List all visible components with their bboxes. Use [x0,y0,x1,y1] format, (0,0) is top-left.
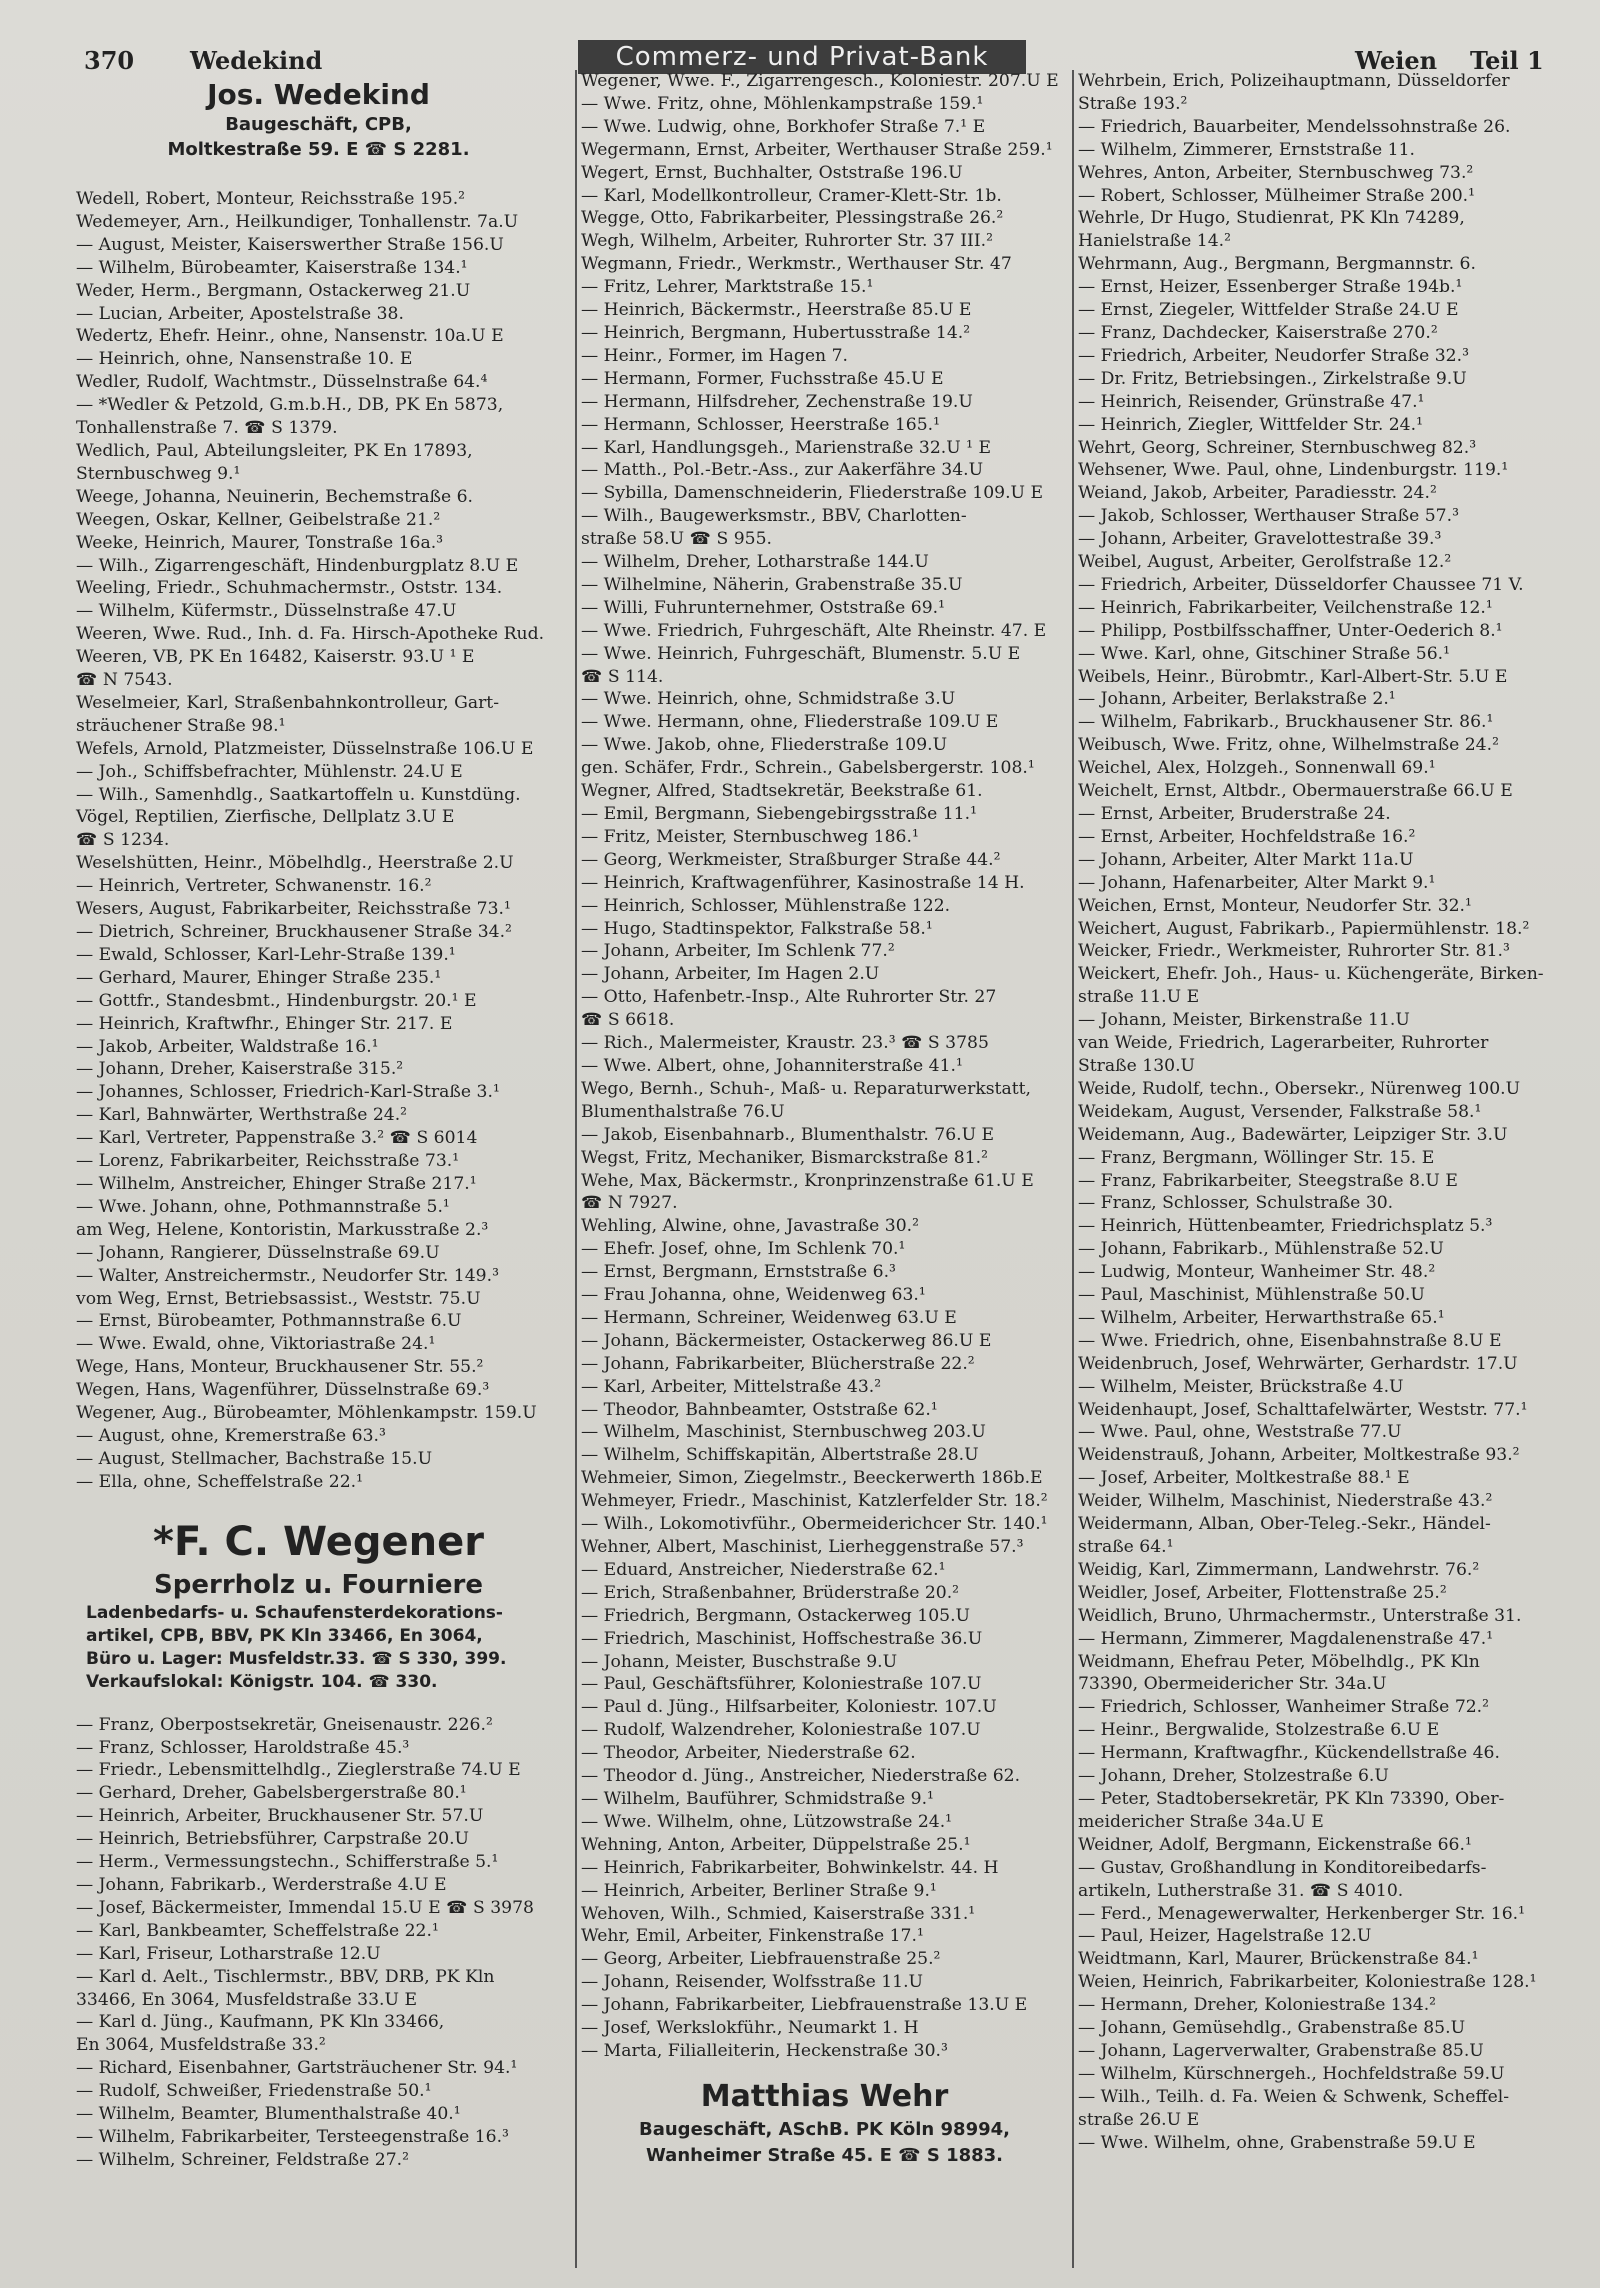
directory-entry: van Weide, Friedrich, Lagerarbeiter, Ruhrorter [1078,1033,1489,1054]
directory-entry: — Ernst, Ziegeler, Wittfelder Straße 24.U E [1078,300,1459,321]
directory-entry: Hanielstraße 14.² [1078,231,1232,252]
directory-entry: — Wilhelm, Fabrikarb., Bruckhausener Str. 86.¹ [1078,712,1494,733]
directory-entry: — Robert, Schlosser, Mülheimer Straße 200.¹ [1078,185,1476,206]
directory-entry: — Ernst, Arbeiter, Hochfeldstraße 16.² [1078,826,1416,847]
directory-entry: gen. Schäfer, Frdr., Schrein., Gabelsbergerstr. 108.¹ [581,758,1035,779]
directory-entry: straße 26.U E [1078,2109,1200,2130]
entry-list [1074,70,1574,2154]
directory-entry: — Heinrich, ohne, Nansenstraße 10. E [76,349,413,370]
directory-entry: — Heinrich, Betriebsführer, Carpstraße 20.U [76,1829,470,1850]
directory-entry: — Wilhelm, Bauführer, Schmidstraße 9.¹ [581,1788,934,1809]
directory-entry: — Wwe. Wilhelm, ohne, Lützowstraße 24.¹ [581,1811,953,1832]
directory-entry: — Heinrich, Fabrikarbeiter, Veilchenstraße 12.¹ [1078,597,1493,618]
directory-entry: — Johann, Meister, Buschstraße 9.U [581,1651,898,1672]
directory-entry: Wehres, Anton, Arbeiter, Sternbuschweg 73.² [1078,162,1474,183]
directory-entry: Tonhallenstraße 7. ☎ S 1379. [76,418,338,439]
directory-entry: — Wwe. Ewald, ohne, Viktoriastraße 24.¹ [76,1334,436,1355]
directory-entry: 33466, En 3064, Musfeldstraße 33.U E [76,1989,418,2010]
directory-entry: — Paul, Heizer, Hagelstraße 12.U [1078,1926,1372,1947]
directory-entry: — Lucian, Arbeiter, Apostelstraße 38. [76,303,404,324]
directory-entry: straße 64.¹ [1078,1537,1174,1557]
directory-entry: — Paul d. Jüng., Hilfsarbeiter, Koloniestr. 107.U [581,1697,997,1718]
directory-entry: — Friedrich, Schlosser, Wanheimer Straße 72.² [1078,1697,1490,1718]
directory-entry: — August, Meister, Kaiserswerther Straße 156.U [76,234,504,255]
directory-entry: — Friedrich, Arbeiter, Neudorfer Straße 32.³ [1078,345,1469,366]
directory-entry: — Sybilla, Damenschneiderin, Fliederstraße 109.U E [581,483,1044,504]
ad-line: Baugeschäft, CPB, [225,114,412,135]
directory-entry: — Ernst, Heizer, Essenberger Straße 194b.¹ [1078,277,1463,298]
directory-entry: — Wilh., Samenhdlg., Saatkartoffeln u. Kunstdüng. [76,784,521,805]
directory-entry: — Wwe. Albert, ohne, Johanniterstraße 41.¹ [581,1055,963,1076]
ad-line: artikel, CPB, BBV, PK Kln 33466, En 3064, [86,1625,483,1646]
directory-entry: — Wwe. Jakob, ohne, Fliederstraße 109.U [581,735,948,756]
page-header [0,40,1600,74]
directory-entry: Wehoven, Wilh., Schmied, Kaiserstraße 331.¹ [581,1903,976,1924]
directory-entry: — Fritz, Meister, Sternbuschweg 186.¹ [581,826,919,847]
directory-entry: — Wwe. Johann, ohne, Pothmannstraße 5.¹ [76,1196,450,1217]
directory-entry: — Josef, Arbeiter, Moltkestraße 88.¹ E [1078,1468,1410,1489]
directory-entry: — Johann, Fabrikarbeiter, Liebfrauenstraße 13.U E [581,1995,1028,2016]
directory-entry: — Wilhelm, Bürobeamter, Kaiserstraße 134.¹ [76,257,468,278]
entry-list [72,1714,565,2172]
entry-list [72,188,565,1494]
directory-entry: Wehe, Max, Bäckermstr., Kronprinzenstraße 61.U E [581,1170,1034,1191]
directory-entry: Wedlich, Paul, Abteilungsleiter, PK En 17893, [76,440,473,461]
directory-entry: Vögel, Reptilien, Zierfische, Dellplatz 3.U E [76,807,455,828]
directory-entry: — Jakob, Arbeiter, Waldstraße 16.¹ [76,1036,379,1057]
directory-entry: Wegener, Wwe. F., Zigarrengesch., Koloniestr. 207.U E [581,71,1059,91]
directory-entry: — Rudolf, Walzendreher, Koloniestraße 107.U [581,1720,981,1741]
directory-entry: Wegner, Alfred, Stadtsekretär, Beekstraße 61. [581,781,983,802]
directory-entry: Blumenthalstraße 76.U [581,1101,785,1122]
directory-entry: Sternbuschweg 9.¹ [76,463,241,484]
directory-entry: Wehner, Albert, Maschinist, Lierheggenstraße 57.³ [581,1537,1024,1557]
directory-entry: — Wwe. Friedrich, Fuhrgeschäft, Alte Rheinstr. 47. E [581,620,1047,641]
directory-entry: Wegen, Hans, Wagenführer, Düsselnstraße 69.³ [76,1380,490,1401]
directory-entry: — Walter, Anstreichermstr., Neudorfer Str. 149.³ [76,1265,499,1286]
directory-entry: Straße 193.² [1078,93,1188,114]
directory-entry: Wehrbein, Erich, Polizeihauptmann, Düsseldorfer [1078,71,1510,91]
directory-entry: ☎ N 7927. [581,1193,678,1214]
directory-entry: — Johann, Arbeiter, Alter Markt 11a.U [1078,849,1414,870]
directory-entry: Wego, Bernh., Schuh-, Maß- u. Reparaturwerkstatt, [581,1078,1031,1099]
directory-entry: Weder, Herm., Bergmann, Ostackerweg 21.U [76,280,471,301]
directory-entry: — Wilhelm, Maschinist, Sternbuschweg 203.U [581,1422,986,1443]
directory-entry: Weicker, Friedr., Werkmeister, Ruhrorter Str. 81.³ [1078,941,1510,962]
directory-entry: Weider, Wilhelm, Maschinist, Niederstraße 43.² [1078,1491,1493,1512]
directory-entry: Wegermann, Ernst, Arbeiter, Werthauser Straße 259.¹ [581,139,1053,160]
directory-entry: — Wilhelm, Zimmerer, Ernststraße 11. [1078,139,1416,160]
column-1 [72,70,565,2268]
directory-entry: — Hermann, Kraftwagfhr., Kückendellstraße 46. [1078,1743,1500,1764]
ad-wehr [577,2077,1072,2169]
directory-entry: — Johann, Fabrikarb., Mühlenstraße 52.U [1078,1239,1444,1260]
directory-entry: Weichelt, Ernst, Altbdr., Obermauerstraße 66.U E [1078,781,1513,802]
directory-entry: Wegst, Fritz, Mechaniker, Bismarckstraße 81.² [581,1147,989,1168]
directory-entry: Weselshütten, Heinr., Möbelhdlg., Heerstraße 2.U [76,853,514,874]
directory-entry: — Karl, Vertreter, Pappenstraße 3.² ☎ S 6014 [76,1128,478,1149]
directory-entry: Weselmeier, Karl, Straßenbahnkontrolleur, Gart- [76,692,499,713]
directory-entry: ☎ N 7543. [76,670,173,691]
directory-entry: — Karl, Arbeiter, Mittelstraße 43.² [581,1376,882,1397]
directory-entry: — Johann, Gemüsehdlg., Grabenstraße 85.U [1078,2018,1466,2039]
directory-entry: — Hermann, Schlosser, Heerstraße 165.¹ [581,414,941,435]
directory-entry: — Heinrich, Kraftwfhr., Ehinger Str. 217. E [76,1013,453,1034]
directory-entry: Wedemeyer, Arn., Heilkundiger, Tonhallenstr. 7a.U [76,211,519,232]
directory-entry: ☎ S 114. [581,666,664,687]
directory-entry: — Wilhelm, Fabrikarbeiter, Tersteegenstraße 16.³ [76,2126,509,2147]
directory-entry: — Georg, Werkmeister, Straßburger Straße 44.² [581,849,1001,870]
directory-entry: straße 11.U E [1078,987,1200,1008]
directory-entry: — Wilhelm, Dreher, Lotharstraße 144.U [581,552,929,573]
directory-entry: — Theodor d. Jüng., Anstreicher, Niederstraße 62. [581,1766,1021,1787]
directory-entry: — Gottfr., Standesbmt., Hindenburgstr. 20.¹ E [76,990,477,1011]
directory-entry: — Heinrich, Bäckermstr., Heerstraße 85.U E [581,300,972,321]
directory-entry: — Franz, Dachdecker, Kaiserstraße 270.² [1078,322,1438,343]
directory-entry: — Wilhelm, Beamter, Blumenthalstraße 40.¹ [76,2104,461,2125]
directory-entry: — Franz, Fabrikarbeiter, Steegstraße 8.U E [1078,1170,1458,1191]
directory-entry: — Paul, Geschäftsführer, Koloniestraße 107.U [581,1674,982,1695]
part-label: Teil 1 [1470,46,1544,75]
directory-entry: — Ernst, Bürobeamter, Pothmannstraße 6.U [76,1311,462,1332]
directory-entry: — Friedr., Lebensmittelhdlg., Zieglerstraße 74.U E [76,1760,521,1781]
directory-entry: — Friedrich, Bergmann, Ostackerweg 105.U [581,1605,971,1626]
directory-entry: Wegert, Ernst, Buchhalter, Oststraße 196.U [581,162,963,183]
directory-entry: Weichert, August, Fabrikarb., Papiermühlenstr. 18.² [1078,918,1530,939]
directory-entry: — Gerhard, Maurer, Ehinger Straße 235.¹ [76,967,442,988]
directory-entry: Weidemann, Aug., Badewärter, Leipziger Str. 3.U [1078,1124,1508,1145]
directory-entry: — Johann, Meister, Birkenstraße 11.U [1078,1010,1410,1031]
right-range-word: Weien [1355,46,1438,75]
directory-entry: — Karl, Handlungsgeh., Marienstraße 32.U ¹ E [581,437,992,458]
directory-entry: — Heinrich, Arbeiter, Bruckhausener Str. 57.U [76,1806,484,1827]
directory-entry: Weidler, Josef, Arbeiter, Flottenstraße 25.² [1078,1582,1447,1603]
directory-entry: — Frau Johanna, ohne, Weidenweg 63.¹ [581,1285,926,1306]
directory-entry: Weidenbruch, Josef, Wehrwärter, Gerhardstr. 17.U [1078,1353,1518,1374]
directory-entry: Wefels, Arnold, Platzmeister, Düsselnstraße 106.U E [76,738,534,759]
directory-entry: — Wilh., Lokomotivführ., Obermeiderichcer Str. 140.¹ [581,1514,1048,1535]
directory-entry: — Wilh., Zigarrengeschäft, Hindenburgplatz 8.U E [76,555,519,576]
directory-entry: Straße 130.U [1078,1055,1196,1076]
directory-entry: Wesers, August, Fabrikarbeiter, Reichsstraße 73.¹ [76,899,511,920]
directory-entry: — Joh., Schiffsbefrachter, Mühlenstr. 24.U E [76,761,463,782]
directory-entry: — Wilhelm, Arbeiter, Herwarthstraße 65.¹ [1078,1307,1445,1328]
ad-title: *F. C. Wegener [153,1518,484,1565]
directory-entry: Weidlich, Bruno, Uhrmachermstr., Unterstraße 31. [1078,1605,1522,1626]
directory-entry: — Heinrich, Vertreter, Schwanenstr. 16.² [76,876,432,897]
directory-entry: — Theodor, Bahnbeamter, Oststraße 62.¹ [581,1399,938,1420]
directory-entry: — Hermann, Zimmerer, Magdalenenstraße 47.¹ [1078,1628,1494,1649]
directory-entry: Wehr, Emil, Arbeiter, Finkenstraße 17.¹ [581,1926,924,1947]
directory-entry: am Weg, Helene, Kontoristin, Markusstraße 2.³ [76,1219,489,1240]
directory-entry: — Josef, Werkslokführ., Neumarkt 1. H [581,2018,919,2039]
directory-entry: — Karl, Bahnwärter, Werthstraße 24.² [76,1105,408,1126]
directory-entry: Wehmeier, Simon, Ziegelmstr., Beeckerwerth 186b.E [581,1468,1043,1489]
directory-entry: — Johann, Lagerverwalter, Grabenstraße 85.U [1078,2040,1484,2061]
directory-entry: Wehrt, Georg, Schreiner, Sternbuschweg 82.³ [1078,437,1477,458]
directory-entry: — Jakob, Eisenbahnarb., Blumenthalstr. 76.U E [581,1124,995,1145]
directory-entry: — Johann, Reisender, Wolfsstraße 11.U [581,1972,924,1993]
ad-line: Ladenbedarfs- u. Schaufensterdekorations- [86,1602,503,1623]
directory-entry: — Richard, Eisenbahner, Gartsträuchener Str. 94.¹ [76,2058,518,2079]
directory-entry: — Ernst, Arbeiter, Bruderstraße 24. [1078,804,1391,824]
directory-entry: — Heinrich, Kraftwagenführer, Kasinostraße 14 H. [581,872,1025,893]
directory-entry: — Johann, Bäckermeister, Ostackerweg 86.U E [581,1330,992,1351]
ad-line: Verkaufslokal: Königstr. 104. ☎ 330. [86,1671,438,1692]
directory-entry: Weidtmann, Karl, Maurer, Brückenstraße 84.¹ [1078,1949,1479,1970]
directory-entry: — Ferd., Menagewerwalter, Herkenberger Str. 16.¹ [1078,1903,1525,1924]
directory-entry: 73390, Obermeidericher Str. 34a.U [1078,1674,1387,1695]
directory-entry: — Franz, Schlosser, Schulstraße 30. [1078,1193,1394,1214]
ad-subtitle: Sperrholz u. Fourniere [154,1569,483,1600]
directory-entry: Wehling, Alwine, ohne, Javastraße 30.² [581,1216,919,1237]
directory-entry: — Heinrich, Hüttenbeamter, Friedrichsplatz 5.³ [1078,1216,1493,1237]
directory-entry: — *Wedler & Petzold, G.m.b.H., DB, PK En 5873, [76,395,504,416]
directory-entry: Weegen, Oskar, Kellner, Geibelstraße 21.² [76,509,441,530]
directory-entry: Wegge, Otto, Fabrikarbeiter, Plessingstraße 26.² [581,208,1004,229]
directory-entry: — Heinrich, Ziegler, Wittfelder Str. 24.¹ [1078,414,1423,435]
directory-entry: Weidekam, August, Versender, Falkstraße 58.¹ [1078,1101,1482,1122]
directory-entry: artikeln, Lutherstraße 31. ☎ S 4010. [1078,1880,1404,1901]
directory-entry: — Wilhelm, Meister, Brückstraße 4.U [1078,1376,1404,1397]
directory-entry: — Lorenz, Fabrikarbeiter, Reichsstraße 73.¹ [76,1151,460,1172]
directory-entry: Weidermann, Alban, Ober-Teleg.-Sekr., Händel- [1078,1514,1491,1535]
directory-entry: — Johann, Arbeiter, Im Hagen 2.U [581,964,880,985]
directory-entry: — Herm., Vermessungstechn., Schifferstraße 5.¹ [76,1852,499,1873]
directory-entry: — Heinrich, Fabrikarbeiter, Bohwinkelstr. 44. H [581,1857,999,1878]
directory-entry: — Wwe. Karl, ohne, Gitschiner Straße 56.¹ [1078,643,1450,664]
directory-entry: — Hermann, Dreher, Koloniestraße 134.² [1078,1995,1437,2016]
directory-entry: Weidig, Karl, Zimmermann, Landwehrstr. 76.² [1078,1559,1480,1580]
directory-entry: — Otto, Hafenbetr.-Insp., Alte Ruhrorter Str. 27 [581,987,997,1008]
directory-entry: straße 58.U ☎ S 955. [581,529,772,550]
ad-wedekind [72,78,565,162]
directory-entry: — Karl, Bankbeamter, Scheffelstraße 22.¹ [76,1920,439,1941]
directory-entry: — Ernst, Bergmann, Ernststraße 6.³ [581,1262,896,1283]
directory-entry: — Heinrich, Schlosser, Mühlenstraße 122. [581,895,951,916]
directory-entry: — Ella, ohne, Scheffelstraße 22.¹ [76,1471,364,1492]
directory-entry: Weeren, Wwe. Rud., Inh. d. Fa. Hirsch-Apotheke Rud. [76,624,545,645]
directory-entry: Wehmeyer, Friedr., Maschinist, Katzlerfelder Str. 18.² [581,1491,1048,1512]
directory-entry: Wehning, Anton, Arbeiter, Düppelstraße 25.¹ [581,1834,971,1855]
directory-entry: — Rudolf, Schweißer, Friedenstraße 50.¹ [76,2081,432,2102]
column-3 [1072,70,1574,2268]
directory-entry: — Gerhard, Dreher, Gabelsbergerstraße 80.¹ [76,1783,467,1804]
directory-entry: Weidenstrauß, Johann, Arbeiter, Moltkestraße 93.² [1078,1445,1520,1466]
directory-entry: — Erich, Straßenbahner, Brüderstraße 20.² [581,1582,960,1603]
directory-entry: — Friedrich, Arbeiter, Düsseldorfer Chaussee 71 V. [1078,574,1524,595]
directory-entry: — Wilhelm, Küfermstr., Düsselnstraße 47.U [76,601,457,622]
directory-entry: — Franz, Bergmann, Wöllinger Str. 15. E [1078,1147,1435,1168]
directory-entry: — Jakob, Schlosser, Werthauser Straße 57.³ [1078,506,1459,527]
directory-entry: — Wwe. Hermann, ohne, Fliederstraße 109.U E [581,712,999,733]
directory-entry: — Karl d. Aelt., Tischlermstr., BBV, DRB, PK Kln [76,1966,495,1987]
directory-entry: — Johann, Fabrikarb., Werderstraße 4.U E [76,1875,447,1895]
directory-entry: Weibusch, Wwe. Fritz, ohne, Wilhelmstraße 24.² [1078,735,1499,756]
directory-entry: meidericher Straße 34a.U E [1078,1811,1324,1832]
column-2 [575,70,1072,2268]
directory-entry: — Franz, Schlosser, Haroldstraße 45.³ [76,1737,410,1758]
directory-entry: — Heinr., Bergwalide, Stolzestraße 6.U E [1078,1720,1440,1741]
directory-entry: Weiand, Jakob, Arbeiter, Paradiesstr. 24.² [1078,483,1437,504]
directory-entry: — Wilh., Baugewerksmstr., BBV, Charlotten- [581,506,967,527]
directory-entry: — Johann, Rangierer, Düsselnstraße 69.U [76,1242,440,1263]
ad-line: Moltkestraße 59. E ☎ S 2281. [167,139,470,160]
directory-entry: — Georg, Arbeiter, Liebfrauenstraße 25.² [581,1949,941,1970]
directory-entry: Wegener, Aug., Bürobeamter, Möhlenkampstr. 159.U [76,1403,537,1424]
directory-entry: — Karl, Friseur, Lotharstraße 12.U [76,1943,381,1964]
directory-entry: — August, ohne, Kremerstraße 63.³ [76,1425,386,1446]
directory-entry: — Hermann, Schreiner, Weidenweg 63.U E [581,1307,957,1328]
directory-entry: Weege, Johanna, Neuinerin, Bechemstraße 6. [76,486,473,507]
directory-entry: Wedler, Rudolf, Wachtmstr., Düsselnstraße 64.⁴ [76,372,488,393]
directory-entry: — Johann, Fabrikarbeiter, Blücherstraße 22.² [581,1353,975,1374]
directory-entry: — Karl d. Jüng., Kaufmann, PK Kln 33466, [76,2012,445,2033]
directory-entry: Wehrle, Dr Hugo, Studienrat, PK Kln 74289, [1078,208,1465,229]
directory-entry: — Peter, Stadtobersekretär, PK Kln 73390, Ober- [1078,1788,1505,1809]
directory-entry: — Emil, Bergmann, Siebengebirgsstraße 11.¹ [581,804,977,824]
directory-entry: — Karl, Modellkontrolleur, Cramer-Klett-Str. 1b. [581,185,1002,206]
directory-entry: — Gustav, Großhandlung in Konditoreibedarfs- [1078,1857,1487,1878]
directory-entry: — Dietrich, Schreiner, Bruckhausener Straße 34.² [76,922,512,942]
directory-entry: — Wilhelmine, Näherin, Grabenstraße 35.U [581,574,963,595]
directory-entry: — Wwe. Heinrich, Fuhrgeschäft, Blumenstr. 5.U E [581,643,1021,664]
bank-banner: Commerz- und Privat-Bank [578,40,1026,74]
directory-entry: ☎ S 1234. [76,830,170,851]
directory-entry: Weidmann, Ehefrau Peter, Möbelhdlg., PK Kln [1078,1651,1480,1672]
directory-entry: — Wilhelm, Schiffskapitän, Albertstraße 28.U [581,1445,979,1466]
directory-entry: — Wilh., Teilh. d. Fa. Weien & Schwenk, Scheffel- [1078,2086,1510,2107]
ad-line: Büro u. Lager: Musfeldstr.33. ☎ S 330, 399. [86,1648,507,1669]
directory-entry: — Matth., Pol.-Betr.-Ass., zur Aakerfähre 34.U [581,460,984,481]
directory-entry: — Dr. Fritz, Betriebsingen., Zirkelstraße 9.U [1078,368,1467,389]
directory-entry: — Ehefr. Josef, ohne, Im Schlenk 70.¹ [581,1239,906,1260]
directory-entry: Wedertz, Ehefr. Heinr., ohne, Nansenstr. 10a.U E [76,326,504,347]
directory-entry: — Johann, Arbeiter, Gravelottestraße 39.³ [1078,529,1442,550]
directory-entry: — Johannes, Schlosser, Friedrich-Karl-Straße 3.¹ [76,1082,500,1103]
directory-entry: — Philipp, Postbilfsschaffner, Unter-Oederich 8.¹ [1078,620,1503,641]
directory-entry: — Theodor, Arbeiter, Niederstraße 62. [581,1743,916,1764]
directory-entry: — Wilhelm, Kürschnergeh., Hochfeldstraße 59.U [1078,2063,1505,2084]
directory-entry: — Heinr., Former, im Hagen 7. [581,345,848,366]
directory-entry: — Wwe. Paul, ohne, Weststraße 77.U [1078,1422,1402,1443]
directory-entry: Weidenhaupt, Josef, Schalttafelwärter, Weststr. 77.¹ [1078,1399,1528,1420]
directory-entry: — Heinrich, Arbeiter, Berliner Straße 9.¹ [581,1880,937,1901]
page-number: 370 [84,46,135,75]
directory-entry: — Ludwig, Monteur, Wanheimer Str. 48.² [1078,1262,1436,1283]
directory-entry: — Wilhelm, Anstreicher, Ehinger Straße 217.¹ [76,1173,477,1194]
directory-entry: — Johann, Arbeiter, Berlakstraße 2.¹ [1078,689,1396,710]
directory-entry: Wegmann, Friedr., Werkmstr., Werthauser Str. 47 [581,254,1012,275]
directory-entry: sträuchener Straße 98.¹ [76,715,286,736]
directory-entry: ☎ S 6618. [581,1010,675,1031]
directory-entry: Wehrmann, Aug., Bergmann, Bergmannstr. 6. [1078,254,1476,275]
directory-entry: — August, Stellmacher, Bachstraße 15.U [76,1448,433,1469]
directory-entry: Weide, Rudolf, techn., Obersekr., Nürenweg 100.U [1078,1078,1521,1099]
directory-entry: — Friedrich, Maschinist, Hoffschestraße 36.U [581,1628,983,1649]
directory-entry: — Wilhelm, Schreiner, Feldstraße 27.² [76,2149,410,2170]
left-range-word: Wedekind [190,46,323,75]
directory-entry: — Johann, Arbeiter, Im Schlenk 77.² [581,941,895,962]
directory-entry: — Ewald, Schlosser, Karl-Lehr-Straße 139.¹ [76,944,456,965]
directory-entry: Weien, Heinrich, Fabrikarbeiter, Koloniestraße 128.¹ [1078,1972,1537,1993]
ad-line: Wanheimer Straße 45. E ☎ S 1883. [645,2144,1004,2166]
directory-entry: — Josef, Bäckermeister, Immendal 15.U E ☎ S 3978 [76,1897,534,1918]
ad-title: Jos. Wedekind [207,78,430,111]
ad-title: Matthias Wehr [700,2078,949,2114]
directory-entry: — Wwe. Wilhelm, ohne, Grabenstraße 59.U E [1078,2132,1476,2153]
directory-entry: — Fritz, Lehrer, Marktstraße 15.¹ [581,277,874,298]
directory-entry: Weichel, Alex, Holzgeh., Sonnenwall 69.¹ [1078,758,1436,779]
directory-entry: Wege, Hans, Monteur, Bruckhausener Str. 55.² [76,1357,484,1378]
directory-entry: Weibel, August, Arbeiter, Gerolfstraße 12.² [1078,552,1452,573]
directory-entry: Weeke, Heinrich, Maurer, Tonstraße 16a.³ [76,532,444,553]
directory-entry: — Wwe. Fritz, ohne, Möhlenkampstraße 159.¹ [581,93,984,114]
directory-entry: — Hugo, Stadtinspektor, Falkstraße 58.¹ [581,918,933,939]
directory-entry: — Wwe. Heinrich, ohne, Schmidstraße 3.U [581,689,956,710]
directory-entry: — Paul, Maschinist, Mühlenstraße 50.U [1078,1285,1425,1306]
directory-entry: Weeling, Friedr., Schuhmachermstr., Oststr. 134. [76,578,503,599]
directory-entry: Weichen, Ernst, Monteur, Neudorfer Str. 32.¹ [1078,895,1472,916]
directory-entry: — Eduard, Anstreicher, Niederstraße 62.¹ [581,1559,946,1580]
directory-entry: — Wwe. Ludwig, ohne, Borkhofer Straße 7.¹ E [581,116,986,137]
directory-entry: Weidner, Adolf, Bergmann, Eickenstraße 66.¹ [1078,1834,1472,1855]
directory-entry: Wegh, Wilhelm, Arbeiter, Ruhrorter Str. 37 III.² [581,231,993,252]
directory-entry: — Johann, Dreher, Kaiserstraße 315.² [76,1059,404,1080]
directory-entry: — Marta, Filialleiterin, Heckenstraße 30.³ [581,2040,948,2061]
entry-list [577,70,1072,2063]
directory-entry: En 3064, Musfeldstraße 33.² [76,2035,326,2056]
directory-entry: — Hermann, Hilfsdreher, Zechenstraße 19.U [581,391,973,412]
directory-entry: — Rich., Malermeister, Kraustr. 23.³ ☎ S 3785 [581,1033,989,1054]
directory-entry: — Willi, Fuhrunternehmer, Oststraße 69.¹ [581,597,946,618]
directory-entry: — Heinrich, Reisender, Grünstraße 47.¹ [1078,391,1425,412]
directory-entry: — Heinrich, Bergmann, Hubertusstraße 14.² [581,322,971,343]
directory-entry: Weeren, VB, PK En 16482, Kaiserstr. 93.U ¹ E [76,647,475,668]
ad-wegener [72,1516,565,1694]
directory-entry: vom Weg, Ernst, Betriebsassist., Weststr. 75.U [76,1288,481,1309]
ad-line: Baugeschäft, ASchB. PK Köln 98994, [639,2118,1010,2140]
directory-entry: — Franz, Oberpostsekretär, Gneisenaustr. 226.² [76,1714,493,1735]
directory-entry: Wehsener, Wwe. Paul, ohne, Lindenburgstr. 119.¹ [1078,460,1509,481]
directory-entry: — Wwe. Friedrich, ohne, Eisenbahnstraße 8.U E [1078,1330,1502,1351]
directory-entry: — Hermann, Former, Fuchsstraße 45.U E [581,368,944,389]
directory-entry: — Friedrich, Bauarbeiter, Mendelssohnstraße 26. [1078,116,1511,137]
directory-entry: — Johann, Hafenarbeiter, Alter Markt 9.¹ [1078,872,1436,893]
directory-entry: — Johann, Dreher, Stolzestraße 6.U [1078,1766,1389,1787]
directory-entry: Weibels, Heinr., Bürobmtr., Karl-Albert-Str. 5.U E [1078,666,1508,687]
directory-entry: Weickert, Ehefr. Joh., Haus- u. Küchengeräte, Birken- [1078,964,1544,985]
directory-entry: Wedell, Robert, Monteur, Reichsstraße 195.² [76,189,466,209]
